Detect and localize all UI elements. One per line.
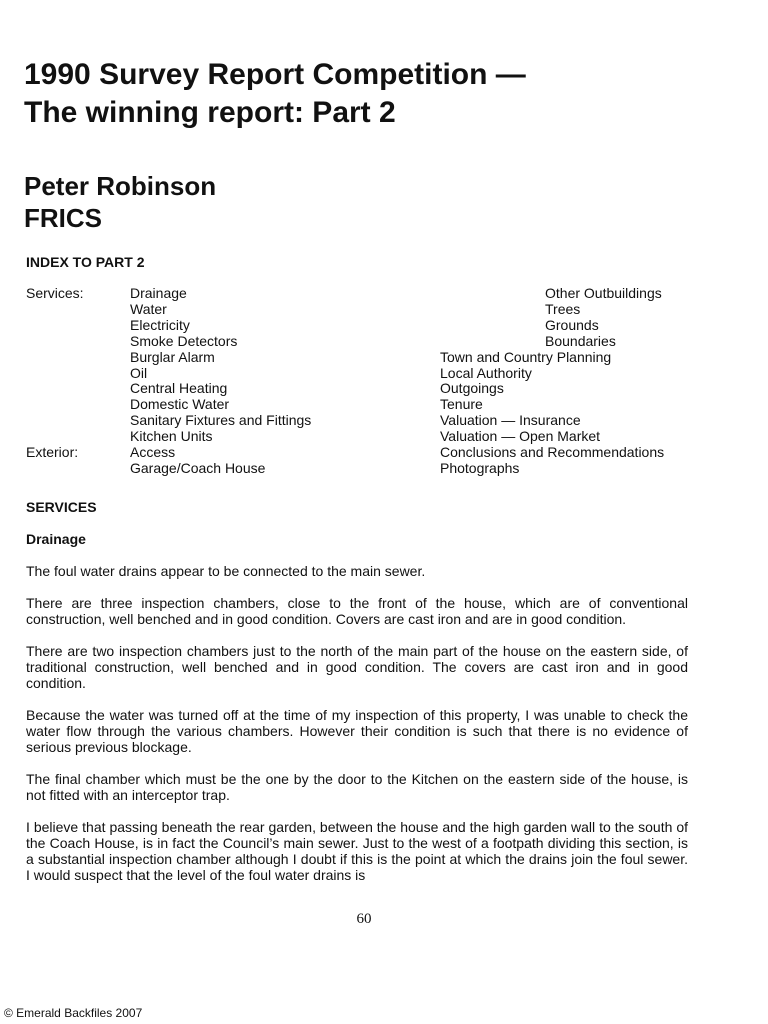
paragraph: There are two inspection chambers just to the north of the main part of the house on the eastern side, of traditional construction, well benched and in good condition. The covers are cast iron and in good condition. (26, 643, 688, 691)
index-column-1 (130, 286, 311, 477)
author-credential: FRICS (24, 203, 102, 233)
index-item: Valuation — Insurance (440, 412, 581, 429)
index-item: Electricity (130, 316, 190, 333)
title-line-1: 1990 Survey Report Competition — (24, 58, 526, 91)
index-item: Garage/Coach House (130, 459, 266, 476)
author-byline (24, 170, 216, 234)
label-spacer (26, 302, 84, 445)
index-item: Central Heating (130, 380, 228, 397)
index-item: Domestic Water (130, 396, 230, 413)
index-item: Kitchen Units (130, 428, 213, 445)
paragraph: There are three inspection chambers, close to the front of the house, which are of conventional construction, well benched and in good condition. Covers are cast iron and are in good condition. (26, 595, 688, 627)
copyright-notice: © Emerald Backfiles 2007 (4, 1006, 143, 1020)
author-name: Peter Robinson (24, 171, 217, 201)
index-item: Other Outbuildings (545, 285, 662, 301)
index-item: Drainage (130, 285, 187, 301)
paragraph: The foul water drains appear to be connected to the main sewer. (26, 563, 426, 579)
paragraph: I believe that passing beneath the rear garden, between the house and the high garden wall to the south of the Coach House, is in fact the Council’s main sewer. Just to the west of a footpath dividing this section, is a substantial inspection chamber although I doubt if this is the point at which the drains join the foul sewer. I would suspect that the level of the foul water drains is (26, 819, 688, 883)
index-item: Conclusions and Recommendations (440, 444, 665, 461)
services-label: Services: (26, 285, 84, 301)
paragraph: Because the water was turned off at the time of my inspection of this property, I was unable to check the water flow through the various chambers. However their condition is such that there is no evidence of serious previous blockage. (26, 707, 688, 755)
index-item: Smoke Detectors (130, 332, 238, 349)
index-item: Town and Country Planning (440, 348, 612, 365)
article-title (24, 56, 744, 132)
index-item: Burglar Alarm (130, 348, 215, 365)
index-item: Boundaries (545, 332, 616, 349)
index-heading: INDEX TO PART 2 (26, 254, 145, 270)
body-text (26, 563, 688, 899)
index-column-2 (440, 286, 664, 477)
index-item: Water (130, 300, 167, 317)
exterior-label: Exterior: (26, 443, 79, 460)
index-item: Access (130, 444, 176, 461)
paragraph: The final chamber which must be the one by the door to the Kitchen on the eastern side of the house, is not fitted with an interceptor trap. (26, 771, 688, 803)
index-item: Tenure (440, 396, 483, 413)
section-heading: SERVICES (26, 499, 97, 515)
subsection-heading: Drainage (26, 531, 86, 547)
index-item: Trees (545, 300, 581, 317)
index-item: Photographs (440, 459, 520, 476)
index-item: Local Authority (440, 364, 532, 381)
index-item: Outgoings (440, 380, 504, 397)
title-line-2: The winning report: Part 2 (24, 96, 396, 129)
index-item: Sanitary Fixtures and Fittings (130, 412, 312, 429)
index-category-labels (26, 286, 84, 461)
page-number: 60 (356, 911, 372, 927)
index-item: Oil (130, 364, 148, 381)
index-item: Grounds (545, 316, 599, 333)
index-item: Valuation — Open Market (440, 428, 601, 445)
